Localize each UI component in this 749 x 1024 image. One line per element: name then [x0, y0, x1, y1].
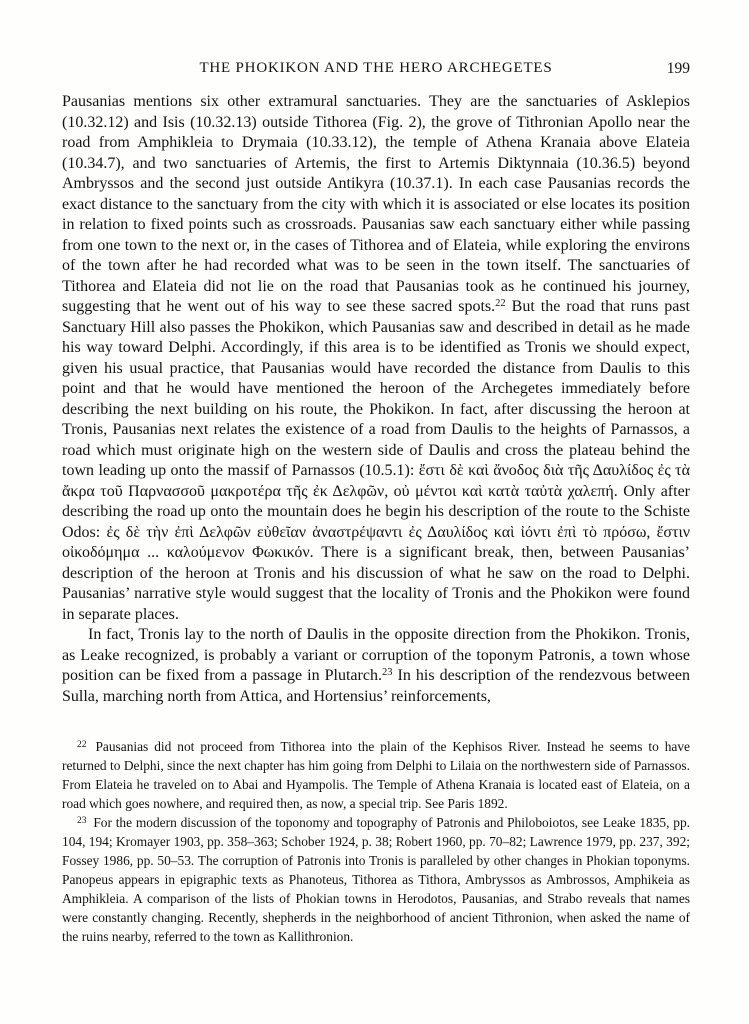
page-header [62, 60, 690, 78]
footnote-22-text: Pausanias did not proceed from Tithorea into the plain of the Kephisos River. Instead he seems to have returned to Delphi, since the next chapter has him going from Delphi to Lilaia on the northwestern side of Parnassos. From Elateia he traveled on to Abai and Hyampolis. The Temple of Athena Kranaia is located east of Elateia, on a road which goes nowhere, and required then, as now, a special trip. See Paris 1892. [62, 739, 690, 811]
paragraph-1-text-before-note: Pausanias mentions six other extramural sanctuaries. They are the sanctuaries of Asklepios (10.32.12) and Isis (10.32.13) outside Tithorea (Fig. 2), the grove of Tithronian Apollo near the road from Amphikleia to Drymaia (10.33.12), the temple of Athena Kranaia above Elateia (10.34.7), and two sanctuaries of Artemis, the first to Artemis Diktynnaia (10.36.5) beyond Ambryssos and the second just outside Antikyra (10.37.1). In each case Pausanias records the exact distance to the sanctuary from the city with which it is associated or else locates its position in relation to fixed points such as crossroads. Pausanias saw each sanctuary either while passing from one town to the next or, in the cases of Tithorea and of Elateia, while exploring the environs of the town after he had recorded what was to be seen in the town itself. The sanctuaries of Tithorea and Elateia did not lie on the road that Pausanias took as he continued his journey, suggesting that he went out of his way to see these sacred spots. [62, 93, 690, 315]
paragraph-1-text-after-note: But the road that runs past Sanctuary Hill also passes the Phokikon, which Pausanias saw and described in detail as he made his way toward Delphi. Accordingly, if this area is to be identified as Tronis we should expect, given his usual practice, that Pausanias would have recorded the distance from Daulis to this point and that he would have mentioned the heroon of the Archegetes immediately before describing the next building on his route, the Phokikon. In fact, after discussing the heroon at Tronis, Pausanias next relates the existence of a road from Daulis to the heights of Parnassos, a road which must originate high on the western side of Daulis and cross the plateau behind the town leading up onto the massif of Parnassos (10.5.1): ἔστι δὲ καὶ ἄνοδος διὰ τῆς Δαυλίδος ἐς τὰ ἄκρα τοῦ Παρνασσοῦ μακροτέρα τῆς ἐκ Δελφῶν, οὐ μέντοι καὶ κατὰ ταὐτὰ χαλεπή. Only after describing the road up onto the mountain does he begin his description of the route to the Schiste Odos: ἐς δὲ τὴν ἐπὶ Δελφῶν εὐθεῖαν ἀναστρέψαντι ἐς Δαυλίδος καὶ ἰόντι ἐπὶ τὸ πρόσω, ἔστιν οἰκοδόμημα ... καλούμενον Φωκικόν. There is a significant break, then, between Pausanias’ description of the heroon at Tronis and his discussion of what he saw on the road to Delphi. Pausanias’ narrative style would suggest that the locality of Tronis and the Phokikon were found in separate places. [62, 298, 691, 623]
paragraph-2-text-after-note: In his description of the rendezvous between Sulla, marching north from Attica, and Hortensius’ reinforcements, [62, 667, 691, 705]
paragraph-2-text-before-note: In fact, Tronis lay to the north of Daulis in the opposite direction from the Phokikon. Tronis, as Leake recognized, is probably a variant or corruption of the toponym Patronis, a town whose position can be fixed from a passage in Plutarch. [62, 626, 690, 684]
footnote-23 [62, 813, 690, 946]
footnote-22 [62, 737, 690, 813]
page-number: 199 [666, 60, 690, 77]
footnote-22-number: 22 [77, 740, 87, 750]
paragraph-1 [62, 92, 690, 625]
main-text [62, 92, 690, 707]
footnote-ref-22: 22 [495, 298, 506, 309]
running-title: THE PHOKIKON AND THE HERO ARCHEGETES [199, 60, 553, 76]
footnotes [62, 737, 690, 946]
paragraph-2 [62, 625, 690, 707]
footnote-23-number: 23 [77, 816, 87, 826]
footnote-ref-23: 23 [381, 667, 393, 678]
footnote-23-text: For the modern discussion of the toponomy and topography of Patronis and Philoboiotos, see Leake 1835, pp. 104, 194; Kromayer 1903, pp. 358–363; Schober 1924, p. 38; Robert 1960, pp. 70–82; Lawrence 1979, pp. 237, 392; Fossey 1986, pp. 50–53. The corruption of Patronis into Tronis is paralleled by other changes in Phokian toponyms. Panopeus appears in epigraphic texts as Phanoteus, Tithorea as Tithora, Ambryssos as Ambrossos, Amphikeia as Amphikleia. A comparison of the lists of Phokian towns in Herodotos, Pausanias, and Strabo reveals that names were constantly changing. Recently, shepherds in the neighborhood of ancient Tithronion, when asked the name of the ruins nearby, referred to the town as Kallithronion. [62, 815, 691, 944]
